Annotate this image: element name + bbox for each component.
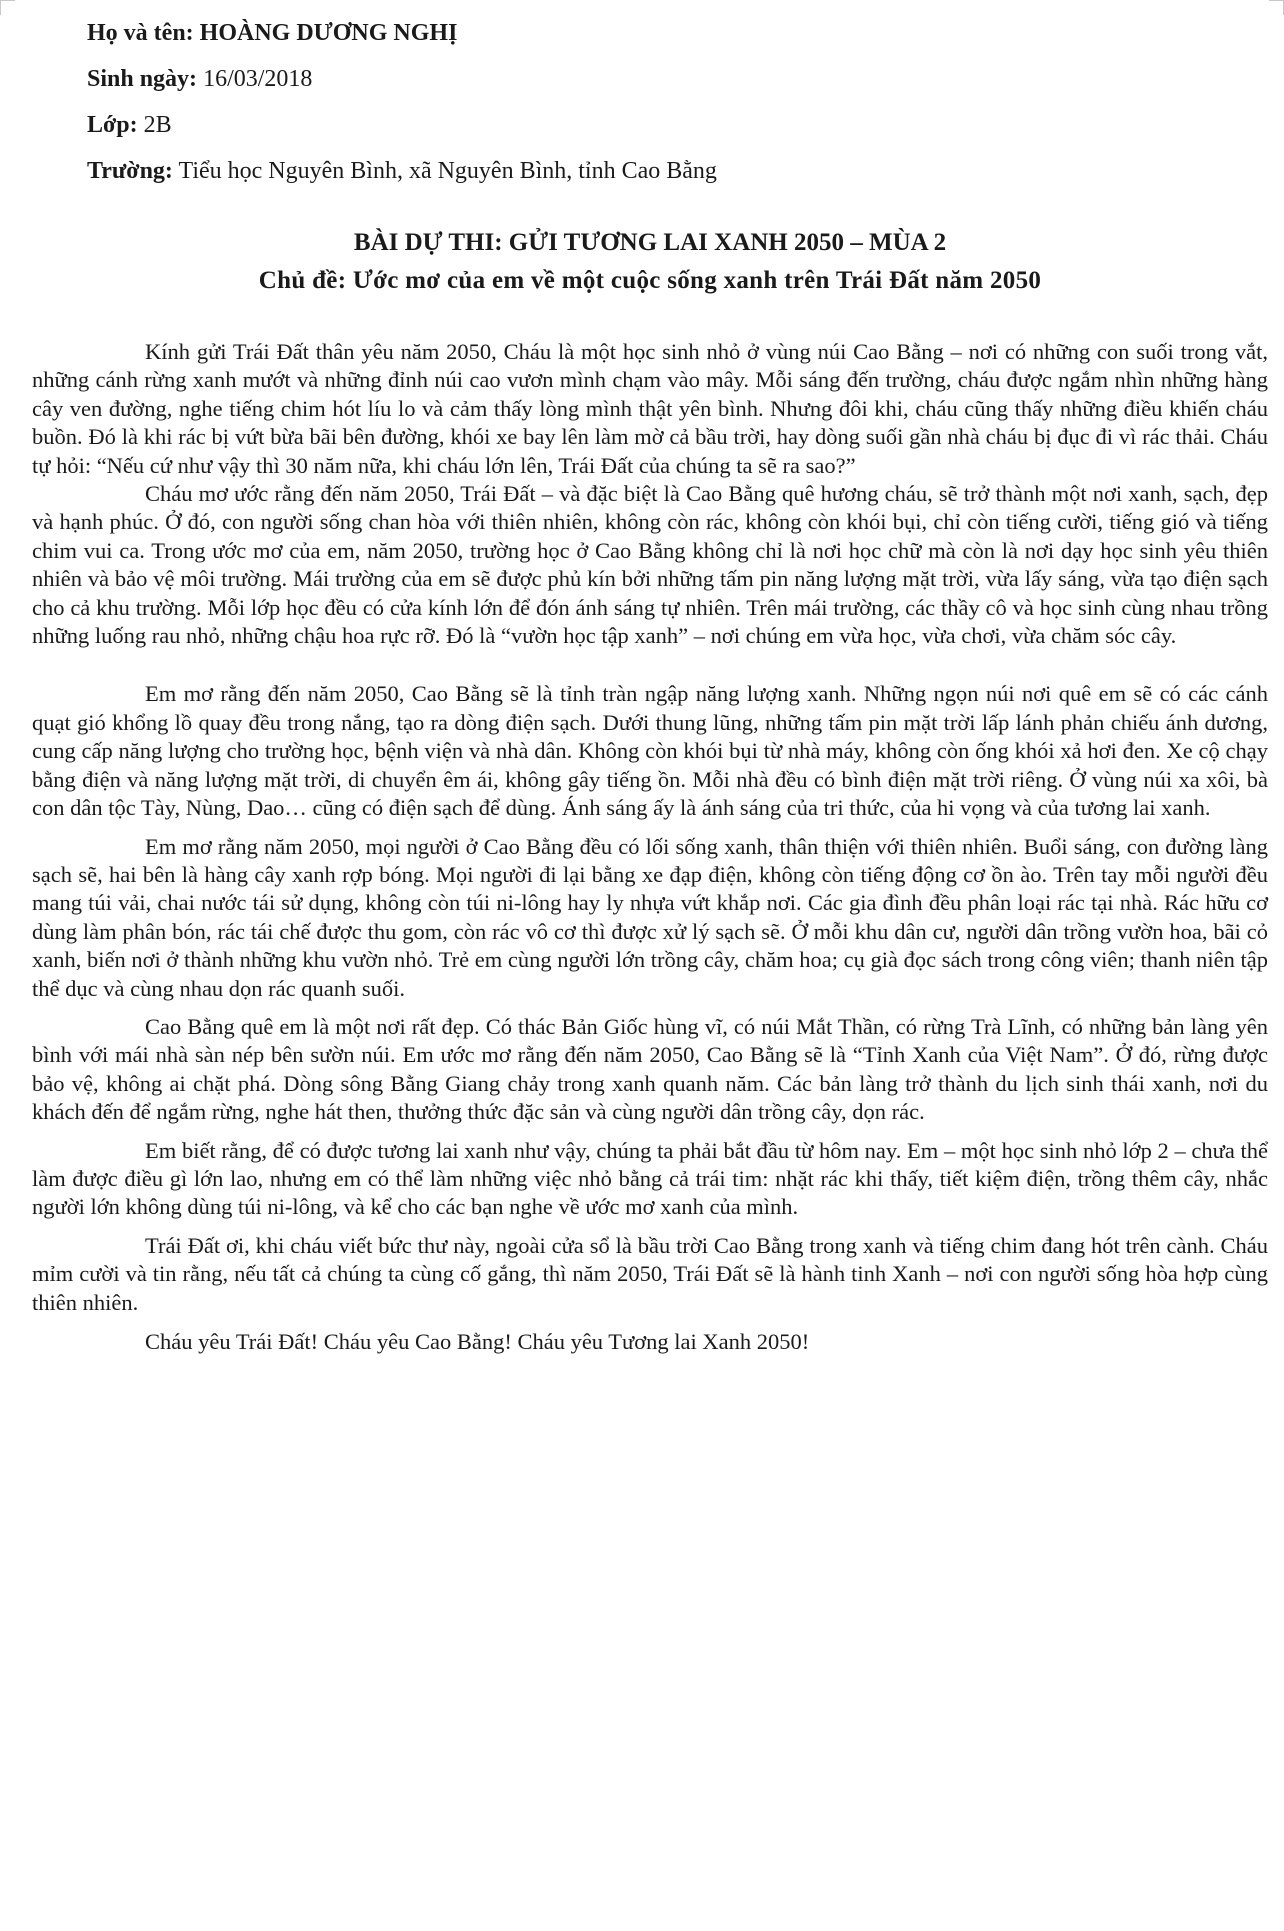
school-value: Tiểu học Nguyên Bình, xã Nguyên Bình, tỉnh Cao Bằng xyxy=(178,158,717,184)
student-name-line xyxy=(87,10,1268,56)
paragraph-3: Em mơ rằng đến năm 2050, Cao Bằng sẽ là tỉnh tràn ngập năng lượng xanh. Những ngọn núi nơi quê em sẽ có các cánh quạt gió khổng lồ quay đều trong nắng, tạo ra dòng điện sạch. Dưới thung lũng, những tấm pin mặt trời lấp lánh phản chiếu ánh dương, cung cấp năng lượng cho trường học, bệnh viện và nhà dân. Không còn khói bụi từ nhà máy, không còn ống khói xả hơi đen. Xe cộ chạy bằng điện và năng lượng mặt trời, di chuyển êm ái, không gây tiếng ồn. Mỗi nhà đều có bình điện mặt trời riêng. Ở vùng núi xa xôi, bà con dân tộc Tày, Nùng, Dao… cũng có điện sạch để dùng. Ánh sáng ấy là ánh sáng của tri thức, của hi vọng và của tương lai xanh. xyxy=(32,681,1268,821)
class-label: Lớp: xyxy=(87,112,138,138)
date-of-birth-label: Sinh ngày: xyxy=(87,66,198,92)
paragraph-6: Em biết rằng, để có được tương lai xanh như vậy, chúng ta phải bắt đầu từ hôm nay. Em – một học sinh nhỏ lớp 2 – chưa thể làm được điều gì lớn lao, nhưng em có thể làm những việc nhỏ bằng cả trái tim: nhặt rác khi thấy, tiết kiệm điện, trồng thêm cây, nhắc người lớn không dùng túi ni-lông, và kể cho các bạn nghe về ước mơ xanh của mình. xyxy=(32,1137,1268,1220)
school-line xyxy=(87,148,1268,194)
date-of-birth-value: 16/03/2018 xyxy=(203,66,313,92)
student-name-label: Họ và tên: xyxy=(87,20,194,46)
paragraph-7: Trái Đất ơi, khi cháu viết bức thư này, ngoài cửa sổ là bầu trời Cao Bằng trong xanh và tiếng chim đang hót trên cành. Cháu mỉm cười và tin rằng, nếu tất cả chúng ta cùng cố gắng, thì năm 2050, Trái Đất sẽ là hành tinh Xanh – nơi con người sống hòa hợp cùng thiên nhiên. xyxy=(32,1232,1268,1315)
date-of-birth-line xyxy=(87,56,1268,102)
student-info xyxy=(87,10,1268,194)
paragraph-5: Cao Bằng quê em là một nơi rất đẹp. Có thác Bản Giốc hùng vĩ, có núi Mắt Thần, có rừng Trà Lĩnh, có những bản làng yên bình với mái nhà sàn nép bên sườn núi. Em ước mơ rằng đến năm 2050, Cao Bằng sẽ là “Tỉnh Xanh của Việt Nam”. Ở đó, rừng được bảo vệ, không ai chặt phá. Dòng sông Bằng Giang chảy trong xanh quanh năm. Các bản làng trở thành du lịch sinh thái xanh, nơi du khách đến để ngắm rừng, nghe hát then, thưởng thức đặc sản và cùng người dân trồng cây, dọn rác. xyxy=(32,1013,1268,1125)
paragraph-2: Cháu mơ ước rằng đến năm 2050, Trái Đất – và đặc biệt là Cao Bằng quê hương cháu, sẽ trở thành một nơi xanh, sạch, đẹp và hạnh phúc. Ở đó, con người sống chan hòa với thiên nhiên, không còn rác, không còn khói bụi, chỉ còn tiếng cười, tiếng gió và tiếng chim vui ca. Trong ước mơ của em, năm 2050, trường học ở Cao Bằng không chỉ là nơi học chữ mà còn là nơi dạy học sinh yêu thiên nhiên và bảo vệ môi trường. Mái trường của em sẽ được phủ kín bởi những tấm pin năng lượng mặt trời, vừa lấy sáng, vừa tạo điện sạch cho cả khu trường. Mỗi lớp học đều có cửa kính lớn để đón ánh sáng tự nhiên. Trên mái trường, các thầy cô và học sinh cùng nhau trồng những luống rau nhỏ, những chậu hoa rực rỡ. Đó là “vườn học tập xanh” – nơi chúng em vừa học, vừa chơi, vừa chăm sóc cây. xyxy=(32,481,1268,649)
title-block xyxy=(32,224,1268,300)
page-corner-mark-right xyxy=(1269,0,1284,15)
class-value: 2B xyxy=(143,112,172,138)
closing-line: Cháu yêu Trái Đất! Cháu yêu Cao Bằng! Cháu yêu Tương lai Xanh 2050! xyxy=(145,1329,810,1354)
paragraph-4: Em mơ rằng năm 2050, mọi người ở Cao Bằng đều có lối sống xanh, thân thiện với thiên nhiên. Buổi sáng, con đường làng sạch sẽ, hai bên là hàng cây xanh rợp bóng. Mọi người đi lại bằng xe đạp điện, không còn tiếng động cơ ồn ào. Trên tay mỗi người đều mang túi vải, chai nước tái sử dụng, không còn túi ni-lông hay ly nhựa vứt khắp nơi. Các gia đình đều phân loại rác tại nhà. Rác hữu cơ dùng làm phân bón, rác tái chế được thu gom, còn rác vô cơ thì được xử lý sạch sẽ. Ở mỗi khu dân cư, người dân trồng vườn hoa, bãi cỏ xanh, biến nơi ở thành những khu vườn nhỏ. Trẻ em cùng người lớn trồng cây, chăm hoa; cụ già đọc sách trong công viên; thanh niên tập thể dục và cùng nhau dọn rác quanh suối. xyxy=(32,833,1268,1001)
document-subtitle: Chủ đề: Ước mơ của em về một cuộc sống xanh trên Trái Đất năm 2050 xyxy=(258,267,1042,294)
school-label: Trường: xyxy=(87,158,173,184)
letter-body xyxy=(32,338,1268,1317)
document-page xyxy=(32,10,1268,1357)
paragraph-1: Kính gửi Trái Đất thân yêu năm 2050, Cháu là một học sinh nhỏ ở vùng núi Cao Bằng – nơi có những con suối trong vắt, những cánh rừng xanh mướt và những đỉnh núi cao vươn mình chạm vào mây. Mỗi sáng đến trường, cháu được ngắm nhìn những hàng cây ven đường, nghe tiếng chim hót líu lo và cảm thấy lòng mình thật yên bình. Nhưng đôi khi, cháu cũng thấy những điều khiến cháu buồn. Đó là khi rác bị vứt bừa bãi bên đường, khói xe bay lên làm mờ cả bầu trời, hay dòng suối gần nhà cháu bị đục đi vì rác thải. Cháu tự hỏi: “Nếu cứ như vậy thì 30 năm nữa, khi cháu lớn lên, Trái Đất của chúng ta sẽ ra sao?” xyxy=(32,339,1268,478)
document-title: BÀI DỰ THI: GỬI TƯƠNG LAI XANH 2050 – MÙA 2 xyxy=(353,229,947,256)
student-name-value: HOÀNG DƯƠNG NGHỊ xyxy=(199,20,458,46)
class-line xyxy=(87,102,1268,148)
page-corner-mark-left xyxy=(0,0,15,15)
